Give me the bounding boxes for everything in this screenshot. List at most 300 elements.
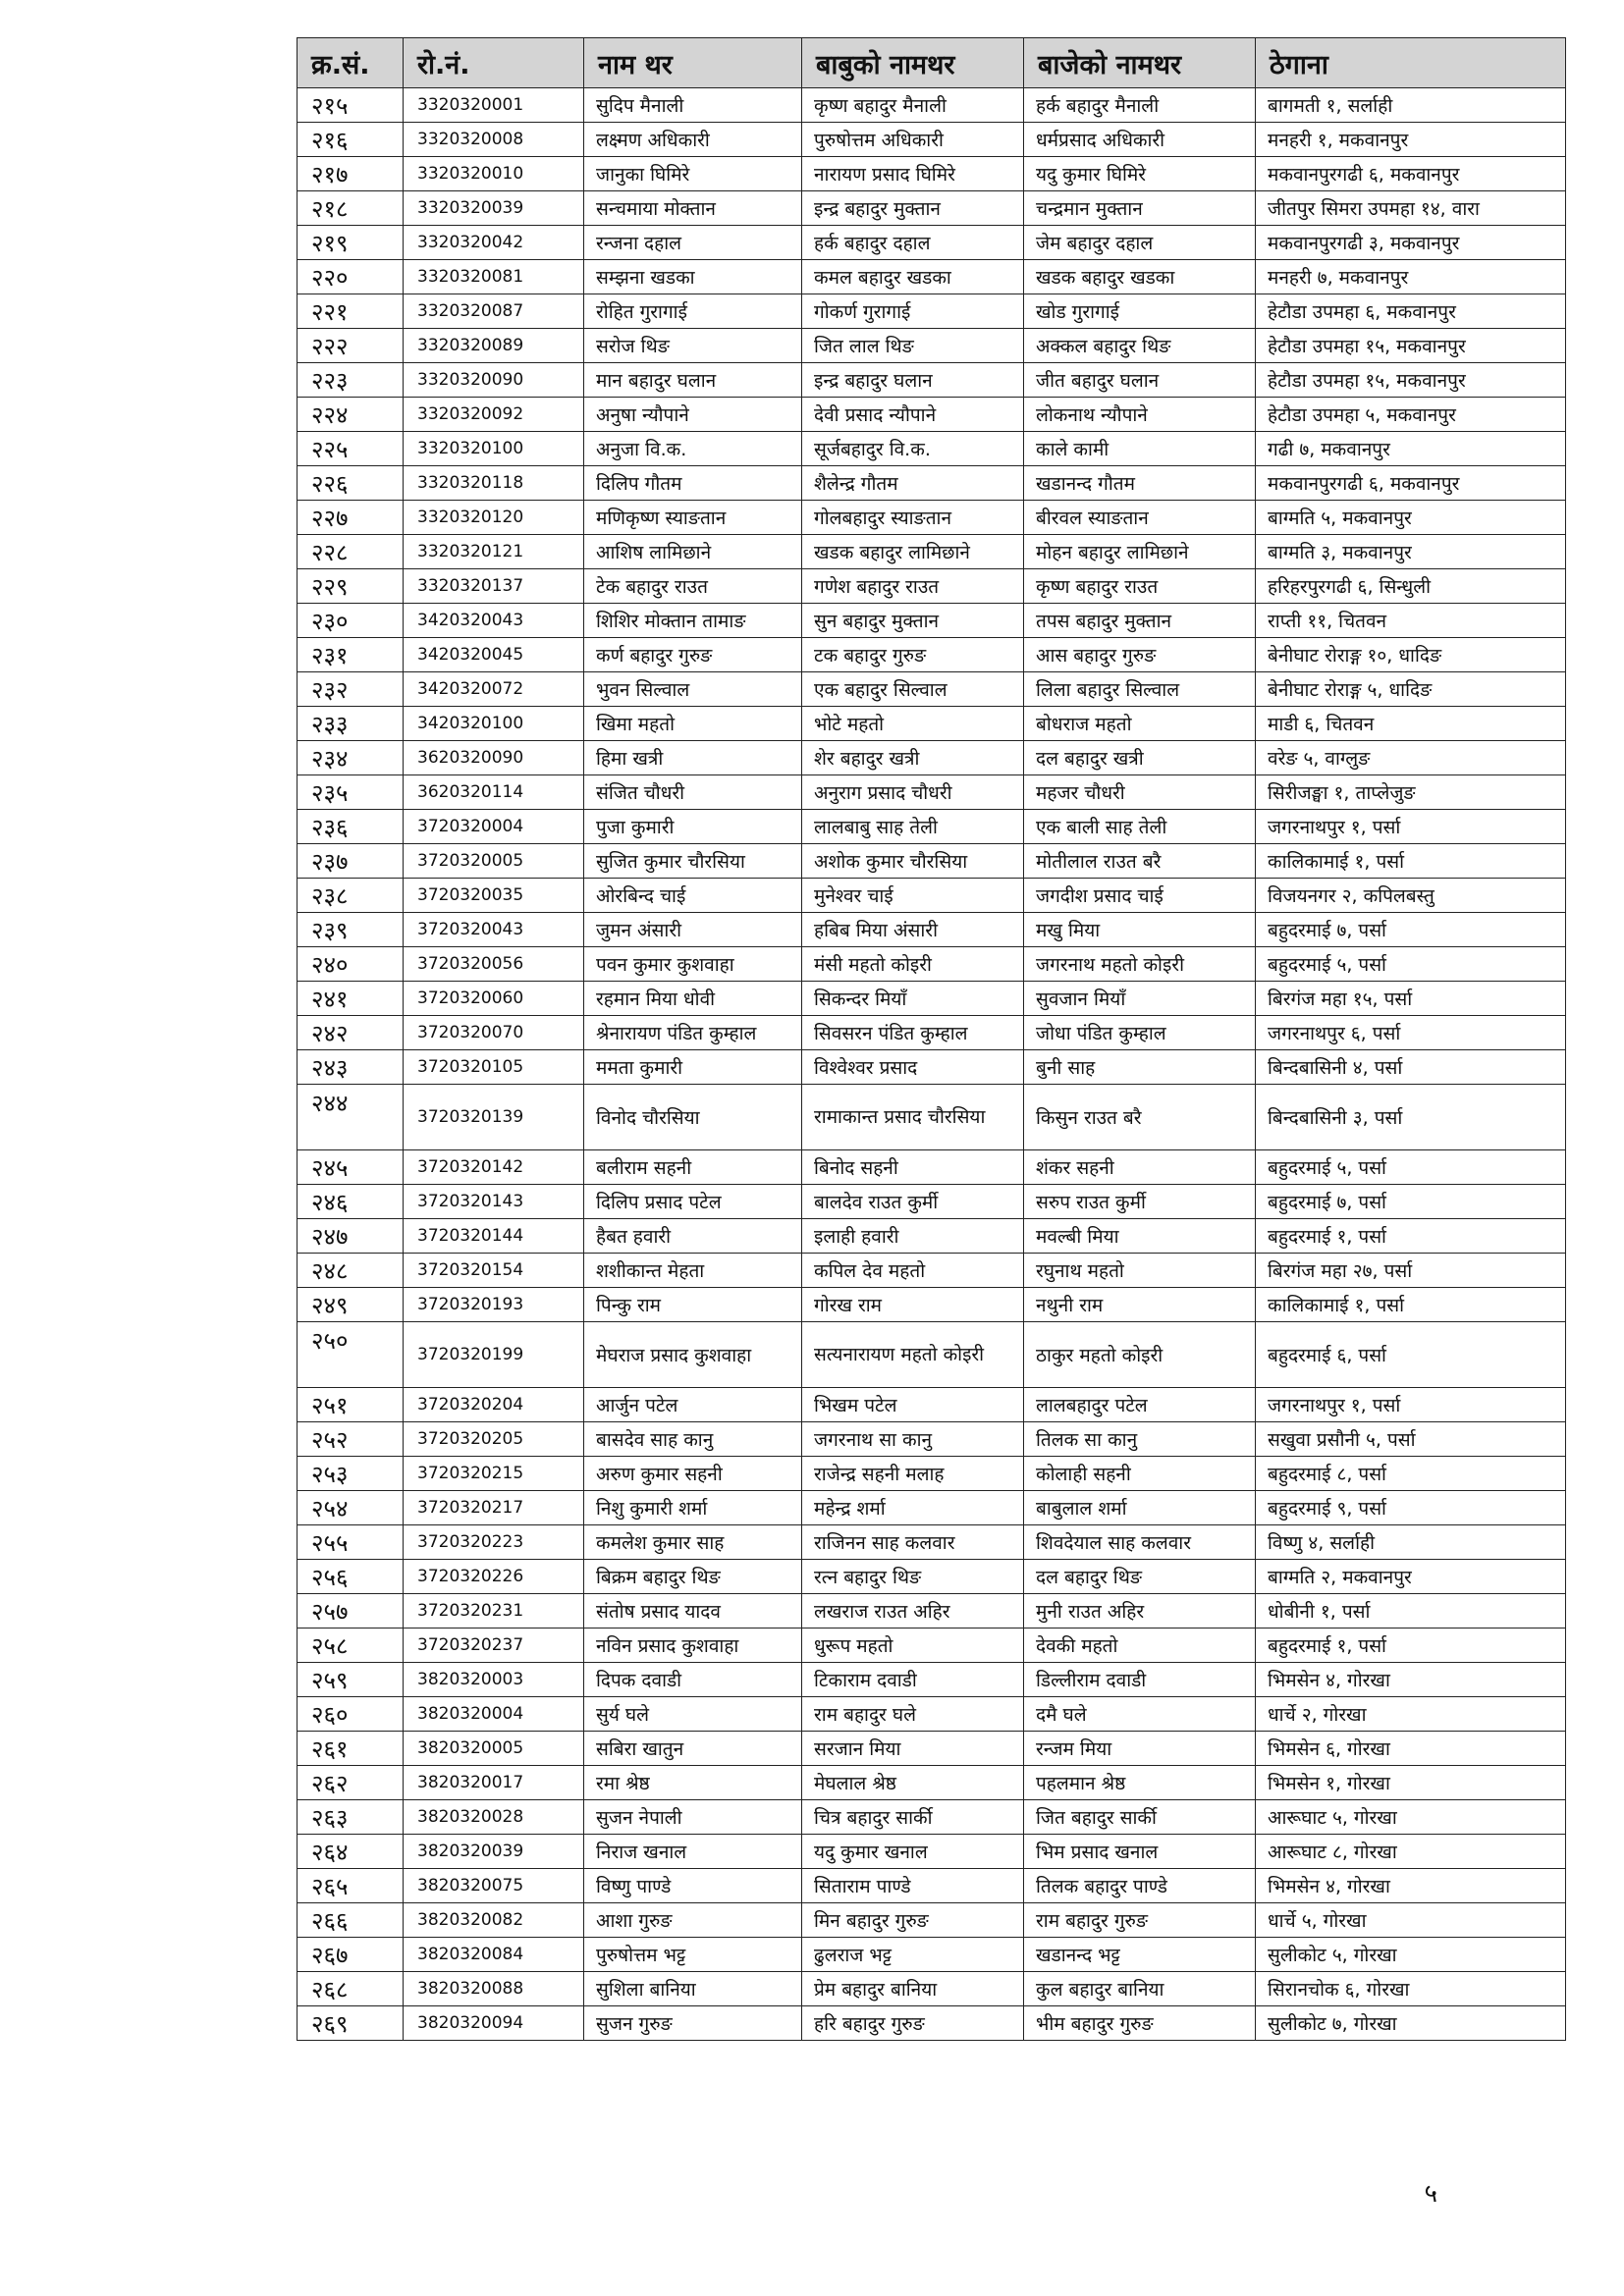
father-name-cell: गोरख राम — [802, 1288, 1024, 1322]
name-cell: निशु कुमारी शर्मा — [584, 1491, 802, 1525]
name-cell: शशीकान्त मेहता — [584, 1254, 802, 1288]
grandfather-name-cell: जीत बहादुर घलान — [1024, 363, 1256, 398]
roll-number-cell: 3420320045 — [404, 638, 584, 672]
name-cell: रोहित गुरागाई — [584, 294, 802, 329]
serial-cell: २६२ — [298, 1766, 404, 1800]
name-cell: जुमन अंसारी — [584, 913, 802, 947]
father-name-cell: सरजान मिया — [802, 1732, 1024, 1766]
serial-cell: २५७ — [298, 1594, 404, 1629]
serial-cell: २६८ — [298, 1972, 404, 2006]
name-cell: सुर्य घले — [584, 1697, 802, 1732]
serial-cell: २३२ — [298, 672, 404, 707]
grandfather-name-cell: मखु मिया — [1024, 913, 1256, 947]
roll-number-cell: 3720320223 — [404, 1525, 584, 1560]
table-row — [298, 1938, 1566, 1972]
father-name-cell: हर्क बहादुर दहाल — [802, 226, 1024, 260]
grandfather-name-cell: अक्कल बहादुर थिङ — [1024, 329, 1256, 363]
name-cell: शिशिर मोक्तान तामाङ — [584, 604, 802, 638]
roll-number-cell: 3720320004 — [404, 810, 584, 844]
header-roll-number: रो.नं. — [404, 38, 584, 88]
address-cell: गढी ७, मकवानपुर — [1256, 432, 1566, 466]
table-row — [298, 226, 1566, 260]
serial-cell: २६९ — [298, 2006, 404, 2041]
grandfather-name-cell: देवकी महतो — [1024, 1629, 1256, 1663]
address-cell: बिरगंज महा १५, पर्सा — [1256, 982, 1566, 1016]
roll-number-cell: 3820320028 — [404, 1800, 584, 1835]
grandfather-name-cell: जगरनाथ महतो कोइरी — [1024, 947, 1256, 982]
roll-number-cell: 3720320193 — [404, 1288, 584, 1322]
father-name-cell: खडक बहादुर लामिछाने — [802, 535, 1024, 569]
grandfather-name-cell: यदु कुमार घिमिरे — [1024, 157, 1256, 191]
table-row — [298, 672, 1566, 707]
roll-number-cell: 3720320237 — [404, 1629, 584, 1663]
table-row — [298, 398, 1566, 432]
roll-number-cell: 3820320082 — [404, 1903, 584, 1938]
roll-number-cell: 3320320008 — [404, 123, 584, 157]
name-cell: रमा श्रेष्ठ — [584, 1766, 802, 1800]
father-name-cell: विश्वेश्वर प्रसाद — [802, 1050, 1024, 1085]
table-row — [298, 363, 1566, 398]
father-name-cell: लालबाबु साह तेली — [802, 810, 1024, 844]
father-name-cell: कपिल देव महतो — [802, 1254, 1024, 1288]
address-cell: बिन्दबासिनी ३, पर्सा — [1256, 1085, 1566, 1150]
name-cell: दिलिप प्रसाद पटेल — [584, 1185, 802, 1219]
grandfather-name-cell: जेम बहादुर दहाल — [1024, 226, 1256, 260]
table-row — [298, 569, 1566, 604]
roll-number-cell: 3820320094 — [404, 2006, 584, 2041]
address-cell: बहुदरमाई ५, पर्सा — [1256, 947, 1566, 982]
grandfather-name-cell: बीरवल स्याङतान — [1024, 501, 1256, 535]
name-cell: दिपक दवाडी — [584, 1663, 802, 1697]
father-name-cell: भिखम पटेल — [802, 1388, 1024, 1422]
serial-cell: २४१ — [298, 982, 404, 1016]
table-row — [298, 775, 1566, 810]
table-row — [298, 1869, 1566, 1903]
name-cell: सन्चमाया मोक्तान — [584, 191, 802, 226]
name-cell: ओरबिन्द चाई — [584, 879, 802, 913]
serial-cell: २६४ — [298, 1835, 404, 1869]
table-row — [298, 1594, 1566, 1629]
grandfather-name-cell: सुवजान मियाँ — [1024, 982, 1256, 1016]
table-row — [298, 1525, 1566, 1560]
serial-cell: २३१ — [298, 638, 404, 672]
roll-number-cell: 3720320056 — [404, 947, 584, 982]
grandfather-name-cell: पहलमान श्रेष्ठ — [1024, 1766, 1256, 1800]
table-row — [298, 466, 1566, 501]
serial-cell: २३५ — [298, 775, 404, 810]
table-row — [298, 604, 1566, 638]
roll-number-cell: 3720320215 — [404, 1457, 584, 1491]
table-row — [298, 1150, 1566, 1185]
grandfather-name-cell: लालबहादुर पटेल — [1024, 1388, 1256, 1422]
grandfather-name-cell: लिला बहादुर सिल्वाल — [1024, 672, 1256, 707]
address-cell: बहुदरमाई ९, पर्सा — [1256, 1491, 1566, 1525]
address-cell: जीतपुर सिमरा उपमहा १४, वारा — [1256, 191, 1566, 226]
address-cell: बेनीघाट रोराङ्ग १०, धादिङ — [1256, 638, 1566, 672]
roll-number-cell: 3720320105 — [404, 1050, 584, 1085]
serial-cell: २४३ — [298, 1050, 404, 1085]
father-name-cell: धुरूप महतो — [802, 1629, 1024, 1663]
serial-cell: २२८ — [298, 535, 404, 569]
serial-cell: २५० — [298, 1322, 404, 1388]
roll-number-cell: 3320320137 — [404, 569, 584, 604]
page-number: ५ — [1424, 2179, 1437, 2209]
grandfather-name-cell: मुनी राउत अहिर — [1024, 1594, 1256, 1629]
roll-number-cell: 3720320144 — [404, 1219, 584, 1254]
serial-cell: २५३ — [298, 1457, 404, 1491]
roll-number-cell: 3720320205 — [404, 1422, 584, 1457]
serial-cell: २१७ — [298, 157, 404, 191]
grandfather-name-cell: मोतीलाल राउत बरै — [1024, 844, 1256, 879]
name-cell: भुवन सिल्वाल — [584, 672, 802, 707]
address-cell: आरूघाट ८, गोरखा — [1256, 1835, 1566, 1869]
table-row — [298, 191, 1566, 226]
table-row — [298, 329, 1566, 363]
name-cell: खिमा महतो — [584, 707, 802, 741]
father-name-cell: इन्द्र बहादुर घलान — [802, 363, 1024, 398]
table-row — [298, 1697, 1566, 1732]
address-cell: जगरनाथपुर १, पर्सा — [1256, 1388, 1566, 1422]
father-name-cell: सिकन्दर मियाँ — [802, 982, 1024, 1016]
roll-number-cell: 3620320090 — [404, 741, 584, 775]
roll-number-cell: 3720320199 — [404, 1322, 584, 1388]
name-cell: रहमान मिया धोवी — [584, 982, 802, 1016]
roll-number-cell: 3320320081 — [404, 260, 584, 294]
address-cell: बहुदरमाई ५, पर्सा — [1256, 1150, 1566, 1185]
address-cell: बहुदरमाई १, पर्सा — [1256, 1629, 1566, 1663]
roll-number-cell: 3820320005 — [404, 1732, 584, 1766]
serial-cell: २५६ — [298, 1560, 404, 1594]
name-cell: श्रेनारायण पंडित कुम्हाल — [584, 1016, 802, 1050]
address-cell: मकवानपुरगढी ३, मकवानपुर — [1256, 226, 1566, 260]
header-name: नाम थर — [584, 38, 802, 88]
address-cell: हेटौडा उपमहा १५, मकवानपुर — [1256, 329, 1566, 363]
father-name-cell: प्रेम बहादुर बानिया — [802, 1972, 1024, 2006]
father-name-cell: शेर बहादुर खत्री — [802, 741, 1024, 775]
table-row — [298, 1972, 1566, 2006]
father-name-cell: गोलबहादुर स्याङतान — [802, 501, 1024, 535]
name-cell: ममता कुमारी — [584, 1050, 802, 1085]
table-row — [298, 260, 1566, 294]
grandfather-name-cell: दल बहादुर थिङ — [1024, 1560, 1256, 1594]
grandfather-name-cell: लोकनाथ न्यौपाने — [1024, 398, 1256, 432]
address-cell: बिन्दबासिनी ४, पर्सा — [1256, 1050, 1566, 1085]
name-cell: आशिष लामिछाने — [584, 535, 802, 569]
father-name-cell: सत्यनारायण महतो कोइरी — [802, 1322, 1024, 1388]
roll-number-cell: 3320320089 — [404, 329, 584, 363]
name-cell: सबिरा खातुन — [584, 1732, 802, 1766]
grandfather-name-cell: शिवदेयाल साह कलवार — [1024, 1525, 1256, 1560]
address-cell: कालिकामाई १, पर्सा — [1256, 844, 1566, 879]
name-cell: आर्जुन पटेल — [584, 1388, 802, 1422]
grandfather-name-cell: डिल्लीराम दवाडी — [1024, 1663, 1256, 1697]
serial-cell: २२२ — [298, 329, 404, 363]
name-cell: मान बहादुर घलान — [584, 363, 802, 398]
grandfather-name-cell: एक बाली साह तेली — [1024, 810, 1256, 844]
grandfather-name-cell: किसुन राउत बरै — [1024, 1085, 1256, 1150]
father-name-cell: हबिब मिया अंसारी — [802, 913, 1024, 947]
father-name-cell: अनुराग प्रसाद चौधरी — [802, 775, 1024, 810]
grandfather-name-cell: जोधा पंडित कुम्हाल — [1024, 1016, 1256, 1050]
grandfather-name-cell: नथुनी राम — [1024, 1288, 1256, 1322]
address-cell: धोबीनी १, पर्सा — [1256, 1594, 1566, 1629]
grandfather-name-cell: चन्द्रमान मुक्तान — [1024, 191, 1256, 226]
address-cell: सखुवा प्रसौनी ५, पर्सा — [1256, 1422, 1566, 1457]
serial-cell: २६३ — [298, 1800, 404, 1835]
grandfather-name-cell: रघुनाथ महतो — [1024, 1254, 1256, 1288]
address-cell: बहुदरमाई १, पर्सा — [1256, 1219, 1566, 1254]
father-name-cell: इन्द्र बहादुर मुक्तान — [802, 191, 1024, 226]
serial-cell: २२३ — [298, 363, 404, 398]
name-cell: टेक बहादुर राउत — [584, 569, 802, 604]
father-name-cell: पुरुषोत्तम अधिकारी — [802, 123, 1024, 157]
serial-cell: २३३ — [298, 707, 404, 741]
table-row — [298, 1663, 1566, 1697]
name-cell: आशा गुरुङ — [584, 1903, 802, 1938]
roll-number-cell: 3820320039 — [404, 1835, 584, 1869]
grandfather-name-cell: बुनी साह — [1024, 1050, 1256, 1085]
father-name-cell: देवी प्रसाद न्यौपाने — [802, 398, 1024, 432]
father-name-cell: कृष्ण बहादुर मैनाली — [802, 88, 1024, 123]
table-row — [298, 707, 1566, 741]
serial-cell: २५५ — [298, 1525, 404, 1560]
serial-cell: २२१ — [298, 294, 404, 329]
roll-number-cell: 3720320142 — [404, 1150, 584, 1185]
father-name-cell: इलाही हवारी — [802, 1219, 1024, 1254]
serial-cell: २२४ — [298, 398, 404, 432]
address-cell: धार्चे ५, गोरखा — [1256, 1903, 1566, 1938]
roll-number-cell: 3420320072 — [404, 672, 584, 707]
grandfather-name-cell: ठाकुर महतो कोइरी — [1024, 1322, 1256, 1388]
address-cell: धार्चे २, गोरखा — [1256, 1697, 1566, 1732]
serial-cell: २२७ — [298, 501, 404, 535]
name-cell: पवन कुमार कुशवाहा — [584, 947, 802, 982]
table-row — [298, 1322, 1566, 1388]
father-name-cell: महेन्द्र शर्मा — [802, 1491, 1024, 1525]
serial-cell: २४७ — [298, 1219, 404, 1254]
father-name-cell: मिन बहादुर गुरुङ — [802, 1903, 1024, 1938]
serial-cell: २३८ — [298, 879, 404, 913]
header-address: ठेगाना — [1256, 38, 1566, 88]
table-row — [298, 1732, 1566, 1766]
address-cell: सिरानचोक ६, गोरखा — [1256, 1972, 1566, 2006]
table-row — [298, 844, 1566, 879]
name-cell: रन्जना दहाल — [584, 226, 802, 260]
roll-number-cell: 3320320042 — [404, 226, 584, 260]
address-cell: बहुदरमाई ८, पर्सा — [1256, 1457, 1566, 1491]
father-name-cell: राम बहादुर घले — [802, 1697, 1024, 1732]
table-row — [298, 1766, 1566, 1800]
roll-number-cell: 3820320088 — [404, 1972, 584, 2006]
father-name-cell: टक बहादुर गुरुङ — [802, 638, 1024, 672]
address-cell: वरेङ ५, वाग्लुङ — [1256, 741, 1566, 775]
serial-cell: २२० — [298, 260, 404, 294]
name-cell: सरोज थिङ — [584, 329, 802, 363]
father-name-cell: ढुलराज भट्ट — [802, 1938, 1024, 1972]
roll-number-cell: 3720320070 — [404, 1016, 584, 1050]
serial-cell: २२६ — [298, 466, 404, 501]
grandfather-name-cell: जगदीश प्रसाद चाई — [1024, 879, 1256, 913]
name-cell: बासदेव साह कानु — [584, 1422, 802, 1457]
address-cell: विष्णु ४, सर्लाही — [1256, 1525, 1566, 1560]
father-name-cell: एक बहादुर सिल्वाल — [802, 672, 1024, 707]
father-name-cell: हरि बहादुर गुरुङ — [802, 2006, 1024, 2041]
serial-cell: २४४ — [298, 1085, 404, 1150]
table-row — [298, 1288, 1566, 1322]
grandfather-name-cell: कोलाही सहनी — [1024, 1457, 1256, 1491]
serial-cell: २१५ — [298, 88, 404, 123]
table-row — [298, 947, 1566, 982]
name-cell: जानुका घिमिरे — [584, 157, 802, 191]
serial-cell: २५८ — [298, 1629, 404, 1663]
father-name-cell: यदु कुमार खनाल — [802, 1835, 1024, 1869]
table-row — [298, 535, 1566, 569]
table-row — [298, 432, 1566, 466]
father-name-cell: बालदेव राउत कुर्मी — [802, 1185, 1024, 1219]
address-cell: भिमसेन ४, गोरखा — [1256, 1663, 1566, 1697]
grandfather-name-cell: खडक बहादुर खडका — [1024, 260, 1256, 294]
father-name-cell: सिवसरन पंडित कुम्हाल — [802, 1016, 1024, 1050]
father-name-cell: अशोक कुमार चौरसिया — [802, 844, 1024, 879]
roll-number-cell: 3320320100 — [404, 432, 584, 466]
name-cell: सुदिप मैनाली — [584, 88, 802, 123]
serial-cell: २२९ — [298, 569, 404, 604]
roll-number-cell: 3720320204 — [404, 1388, 584, 1422]
roll-number-cell: 3720320217 — [404, 1491, 584, 1525]
roll-number-cell: 3720320143 — [404, 1185, 584, 1219]
roll-number-cell: 3820320075 — [404, 1869, 584, 1903]
name-cell: लक्ष्मण अधिकारी — [584, 123, 802, 157]
name-cell: संजित चौधरी — [584, 775, 802, 810]
address-cell: राप्ती ११, चितवन — [1256, 604, 1566, 638]
father-name-cell: जित लाल थिङ — [802, 329, 1024, 363]
table-row — [298, 913, 1566, 947]
name-cell: विष्णु पाण्डे — [584, 1869, 802, 1903]
father-name-cell: सूर्जबहादुर वि.क. — [802, 432, 1024, 466]
serial-cell: २६१ — [298, 1732, 404, 1766]
table-row — [298, 1457, 1566, 1491]
name-cell: संतोष प्रसाद यादव — [584, 1594, 802, 1629]
address-cell: बागमती १, सर्लाही — [1256, 88, 1566, 123]
name-cell: सुजन गुरुङ — [584, 2006, 802, 2041]
roll-number-cell: 3720320139 — [404, 1085, 584, 1150]
address-cell: सुलीकोट ५, गोरखा — [1256, 1938, 1566, 1972]
table-row — [298, 982, 1566, 1016]
serial-cell: २६७ — [298, 1938, 404, 1972]
address-cell: बहुदरमाई ६, पर्सा — [1256, 1322, 1566, 1388]
grandfather-name-cell: सरुप राउत कुर्मी — [1024, 1185, 1256, 1219]
name-cell: निराज खनाल — [584, 1835, 802, 1869]
grandfather-name-cell: तपस बहादुर मुक्तान — [1024, 604, 1256, 638]
roll-number-cell: 3820320084 — [404, 1938, 584, 1972]
roll-number-cell: 3320320090 — [404, 363, 584, 398]
name-cell: हैबत हवारी — [584, 1219, 802, 1254]
address-cell: बेनीघाट रोराङ्ग ५, धादिङ — [1256, 672, 1566, 707]
serial-cell: २४२ — [298, 1016, 404, 1050]
name-cell: कमलेश कुमार साह — [584, 1525, 802, 1560]
name-cell: नविन प्रसाद कुशवाहा — [584, 1629, 802, 1663]
father-name-cell: शैलेन्द्र गौतम — [802, 466, 1024, 501]
address-cell: सिरीजङ्घा १, ताप्लेजुङ — [1256, 775, 1566, 810]
roll-number-cell: 3720320231 — [404, 1594, 584, 1629]
serial-cell: २५४ — [298, 1491, 404, 1525]
table-row — [298, 1422, 1566, 1457]
grandfather-name-cell: राम बहादुर गुरुङ — [1024, 1903, 1256, 1938]
father-name-cell: नारायण प्रसाद घिमिरे — [802, 157, 1024, 191]
table-row — [298, 1388, 1566, 1422]
address-cell: मनहरी ७, मकवानपुर — [1256, 260, 1566, 294]
serial-cell: २५१ — [298, 1388, 404, 1422]
table-row — [298, 1835, 1566, 1869]
header-father-name: बाबुको नामथर — [802, 38, 1024, 88]
table-body — [298, 88, 1566, 2041]
candidate-table — [297, 37, 1566, 2041]
serial-cell: २३९ — [298, 913, 404, 947]
roll-number-cell: 3420320043 — [404, 604, 584, 638]
serial-cell: २४९ — [298, 1288, 404, 1322]
name-cell: विनोद चौरसिया — [584, 1085, 802, 1150]
address-cell: हेटौडा उपमहा १५, मकवानपुर — [1256, 363, 1566, 398]
roll-number-cell: 3720320060 — [404, 982, 584, 1016]
name-cell: पुजा कुमारी — [584, 810, 802, 844]
grandfather-name-cell: जित बहादुर सार्की — [1024, 1800, 1256, 1835]
table-row — [298, 1254, 1566, 1288]
grandfather-name-cell: धर्मप्रसाद अधिकारी — [1024, 123, 1256, 157]
name-cell: मणिकृष्ण स्याङतान — [584, 501, 802, 535]
name-cell: दिलिप गौतम — [584, 466, 802, 501]
roll-number-cell: 3720320035 — [404, 879, 584, 913]
table-row — [298, 157, 1566, 191]
table-row — [298, 1219, 1566, 1254]
header-serial: क्र.सं. — [298, 38, 404, 88]
grandfather-name-cell: तिलक सा कानु — [1024, 1422, 1256, 1457]
roll-number-cell: 3820320017 — [404, 1766, 584, 1800]
roll-number-cell: 3320320039 — [404, 191, 584, 226]
grandfather-name-cell: दमै घले — [1024, 1697, 1256, 1732]
roll-number-cell: 3820320004 — [404, 1697, 584, 1732]
address-cell: बिरगंज महा २७, पर्सा — [1256, 1254, 1566, 1288]
address-cell: विजयनगर २, कपिलबस्तु — [1256, 879, 1566, 913]
grandfather-name-cell: मवल्बी मिया — [1024, 1219, 1256, 1254]
serial-cell: २४० — [298, 947, 404, 982]
serial-cell: २४६ — [298, 1185, 404, 1219]
serial-cell: २४५ — [298, 1150, 404, 1185]
father-name-cell: कमल बहादुर खडका — [802, 260, 1024, 294]
serial-cell: २१८ — [298, 191, 404, 226]
name-cell: बलीराम सहनी — [584, 1150, 802, 1185]
table-row — [298, 1491, 1566, 1525]
address-cell: कालिकामाई १, पर्सा — [1256, 1288, 1566, 1322]
roll-number-cell: 3320320121 — [404, 535, 584, 569]
grandfather-name-cell: कुल बहादुर बानिया — [1024, 1972, 1256, 2006]
address-cell: बाग्मति २, मकवानपुर — [1256, 1560, 1566, 1594]
grandfather-name-cell: हर्क बहादुर मैनाली — [1024, 88, 1256, 123]
name-cell: बिक्रम बहादुर थिङ — [584, 1560, 802, 1594]
address-cell: मनहरी १, मकवानपुर — [1256, 123, 1566, 157]
table-row — [298, 1560, 1566, 1594]
roll-number-cell: 3420320100 — [404, 707, 584, 741]
serial-cell: २४८ — [298, 1254, 404, 1288]
name-cell: सुजन नेपाली — [584, 1800, 802, 1835]
grandfather-name-cell: खडानन्द गौतम — [1024, 466, 1256, 501]
father-name-cell: सुन बहादुर मुक्तान — [802, 604, 1024, 638]
address-cell: सुलीकोट ७, गोरखा — [1256, 2006, 1566, 2041]
grandfather-name-cell: बोधराज महतो — [1024, 707, 1256, 741]
roll-number-cell: 3720320154 — [404, 1254, 584, 1288]
table-row — [298, 741, 1566, 775]
grandfather-name-cell: दल बहादुर खत्री — [1024, 741, 1256, 775]
roll-number-cell: 3320320118 — [404, 466, 584, 501]
